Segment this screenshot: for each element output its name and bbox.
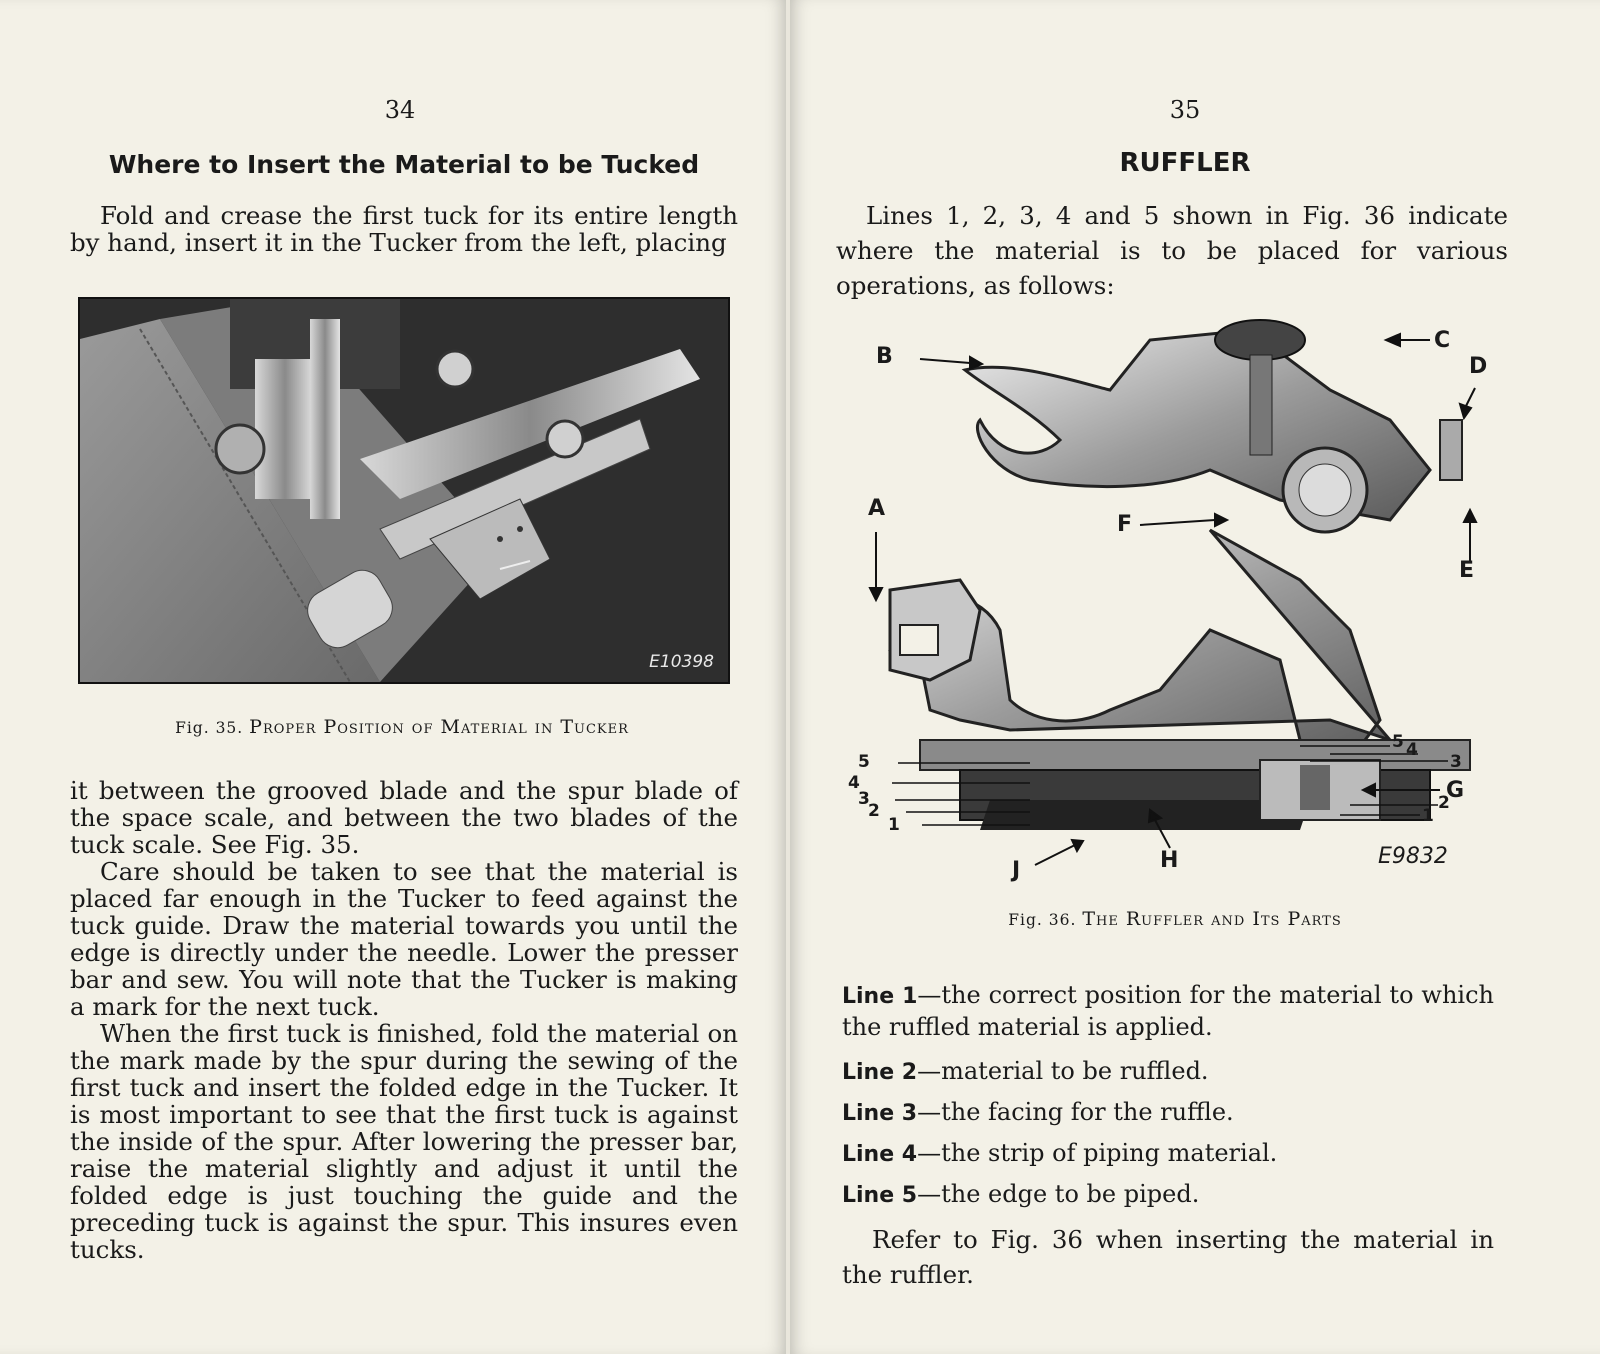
line-number-2-left: 2	[868, 801, 880, 821]
section-heading: RUFFLER	[1119, 148, 1251, 178]
line-number-3-left: 3	[858, 789, 870, 809]
line-label: Line 4	[842, 1142, 918, 1167]
line-number-5-left: 5	[858, 752, 870, 772]
line-item-3	[842, 1097, 1234, 1129]
figure-code: E9832	[1378, 844, 1448, 869]
label-J: J	[1012, 858, 1021, 883]
line-item-5	[842, 1179, 1199, 1211]
line-number-5-right: 5	[1392, 732, 1404, 752]
label-C: C	[1434, 328, 1451, 353]
line-item-1	[842, 980, 1494, 1042]
closing-paragraph: Refer to Fig. 36 when inserting the material in the ruffler.	[842, 1225, 1494, 1289]
line-text: —the strip of piping material.	[917, 1139, 1278, 1167]
line-label: Line 1	[842, 984, 918, 1009]
paragraph-body	[70, 777, 738, 1263]
page-number: 34	[384, 96, 416, 124]
line-number-4-right: 4	[1406, 740, 1418, 760]
tucker-photo	[78, 297, 730, 684]
line-number-1-left: 1	[888, 815, 900, 835]
label-E: E	[1459, 558, 1475, 583]
figure-caption	[78, 716, 726, 738]
figure-caption	[850, 908, 1500, 930]
caption-fig-number: Fig. 35.	[175, 719, 244, 737]
caption-fig-number: Fig. 36.	[1008, 911, 1077, 929]
line-item-2	[842, 1056, 1209, 1088]
paragraph-intro: Fold and crease the first tuck for its entire length by hand, insert it in the Tucker from the left, placing	[70, 201, 738, 257]
page-number: 35	[1169, 96, 1201, 124]
paragraph-2: Care should be taken to see that the material is placed far enough in the Tucker to feed against the tuck guide. Draw the material towards you until the edge is directly under the needle. Lower the presser bar and sew. You will note that the Tucker is making a mark for the next tuck.	[70, 857, 738, 1021]
paragraph-3: When the first tuck is finished, fold the material on the mark made by the spur during the sewing of the first tuck and insert the folded edge in the Tucker. It is most important to see that the first tuck is against the inside of the spur. After lowering the presser bar, raise the material slightly and adjust it until the folded edge is just touching the guide and the preceding tuck is against the spur. This insures even tucks.	[70, 1019, 738, 1264]
left-page	[0, 0, 786, 1354]
line-text: —material to be ruffled.	[917, 1057, 1209, 1085]
caption-text: The Ruffler and Its Parts	[1082, 908, 1342, 930]
line-number-4-left: 4	[848, 773, 860, 793]
paragraph-1: it between the grooved blade and the spur blade of the space scale, and between the two blades of the tuck scale. See Fig. 35.	[70, 776, 738, 859]
line-label: Line 5	[842, 1183, 918, 1208]
label-H: H	[1160, 848, 1179, 873]
line-text: —the facing for the ruffle.	[917, 1098, 1234, 1126]
line-label: Line 2	[842, 1060, 918, 1085]
caption-text: Proper Position of Material in Tucker	[249, 716, 629, 738]
line-number-3-right: 3	[1450, 752, 1462, 772]
line-text: —the correct position for the material to which the ruffled material is applied.	[842, 981, 1495, 1041]
line-label: Line 3	[842, 1101, 918, 1126]
right-page	[790, 0, 1600, 1354]
line-number-1-right: 1	[1422, 806, 1434, 826]
intro-paragraph: Lines 1, 2, 3, 4 and 5 shown in Fig. 36 indicate where the material is to be placed for various operations, as follows:	[836, 201, 1508, 300]
label-G: G	[1446, 778, 1465, 803]
figure-code: E10398	[649, 652, 714, 672]
tucker-illustration	[80, 299, 728, 682]
label-D: D	[1469, 354, 1488, 379]
label-B: B	[876, 344, 893, 369]
line-item-4	[842, 1138, 1277, 1170]
ruffler-illustration	[830, 300, 1520, 890]
line-text: —the edge to be piped.	[917, 1180, 1200, 1208]
line-number-2-right: 2	[1438, 793, 1450, 813]
ruffler-diagram	[830, 300, 1520, 890]
label-F: F	[1117, 512, 1133, 537]
section-heading: Where to Insert the Material to be Tucked	[108, 150, 700, 179]
label-A: A	[868, 496, 886, 521]
